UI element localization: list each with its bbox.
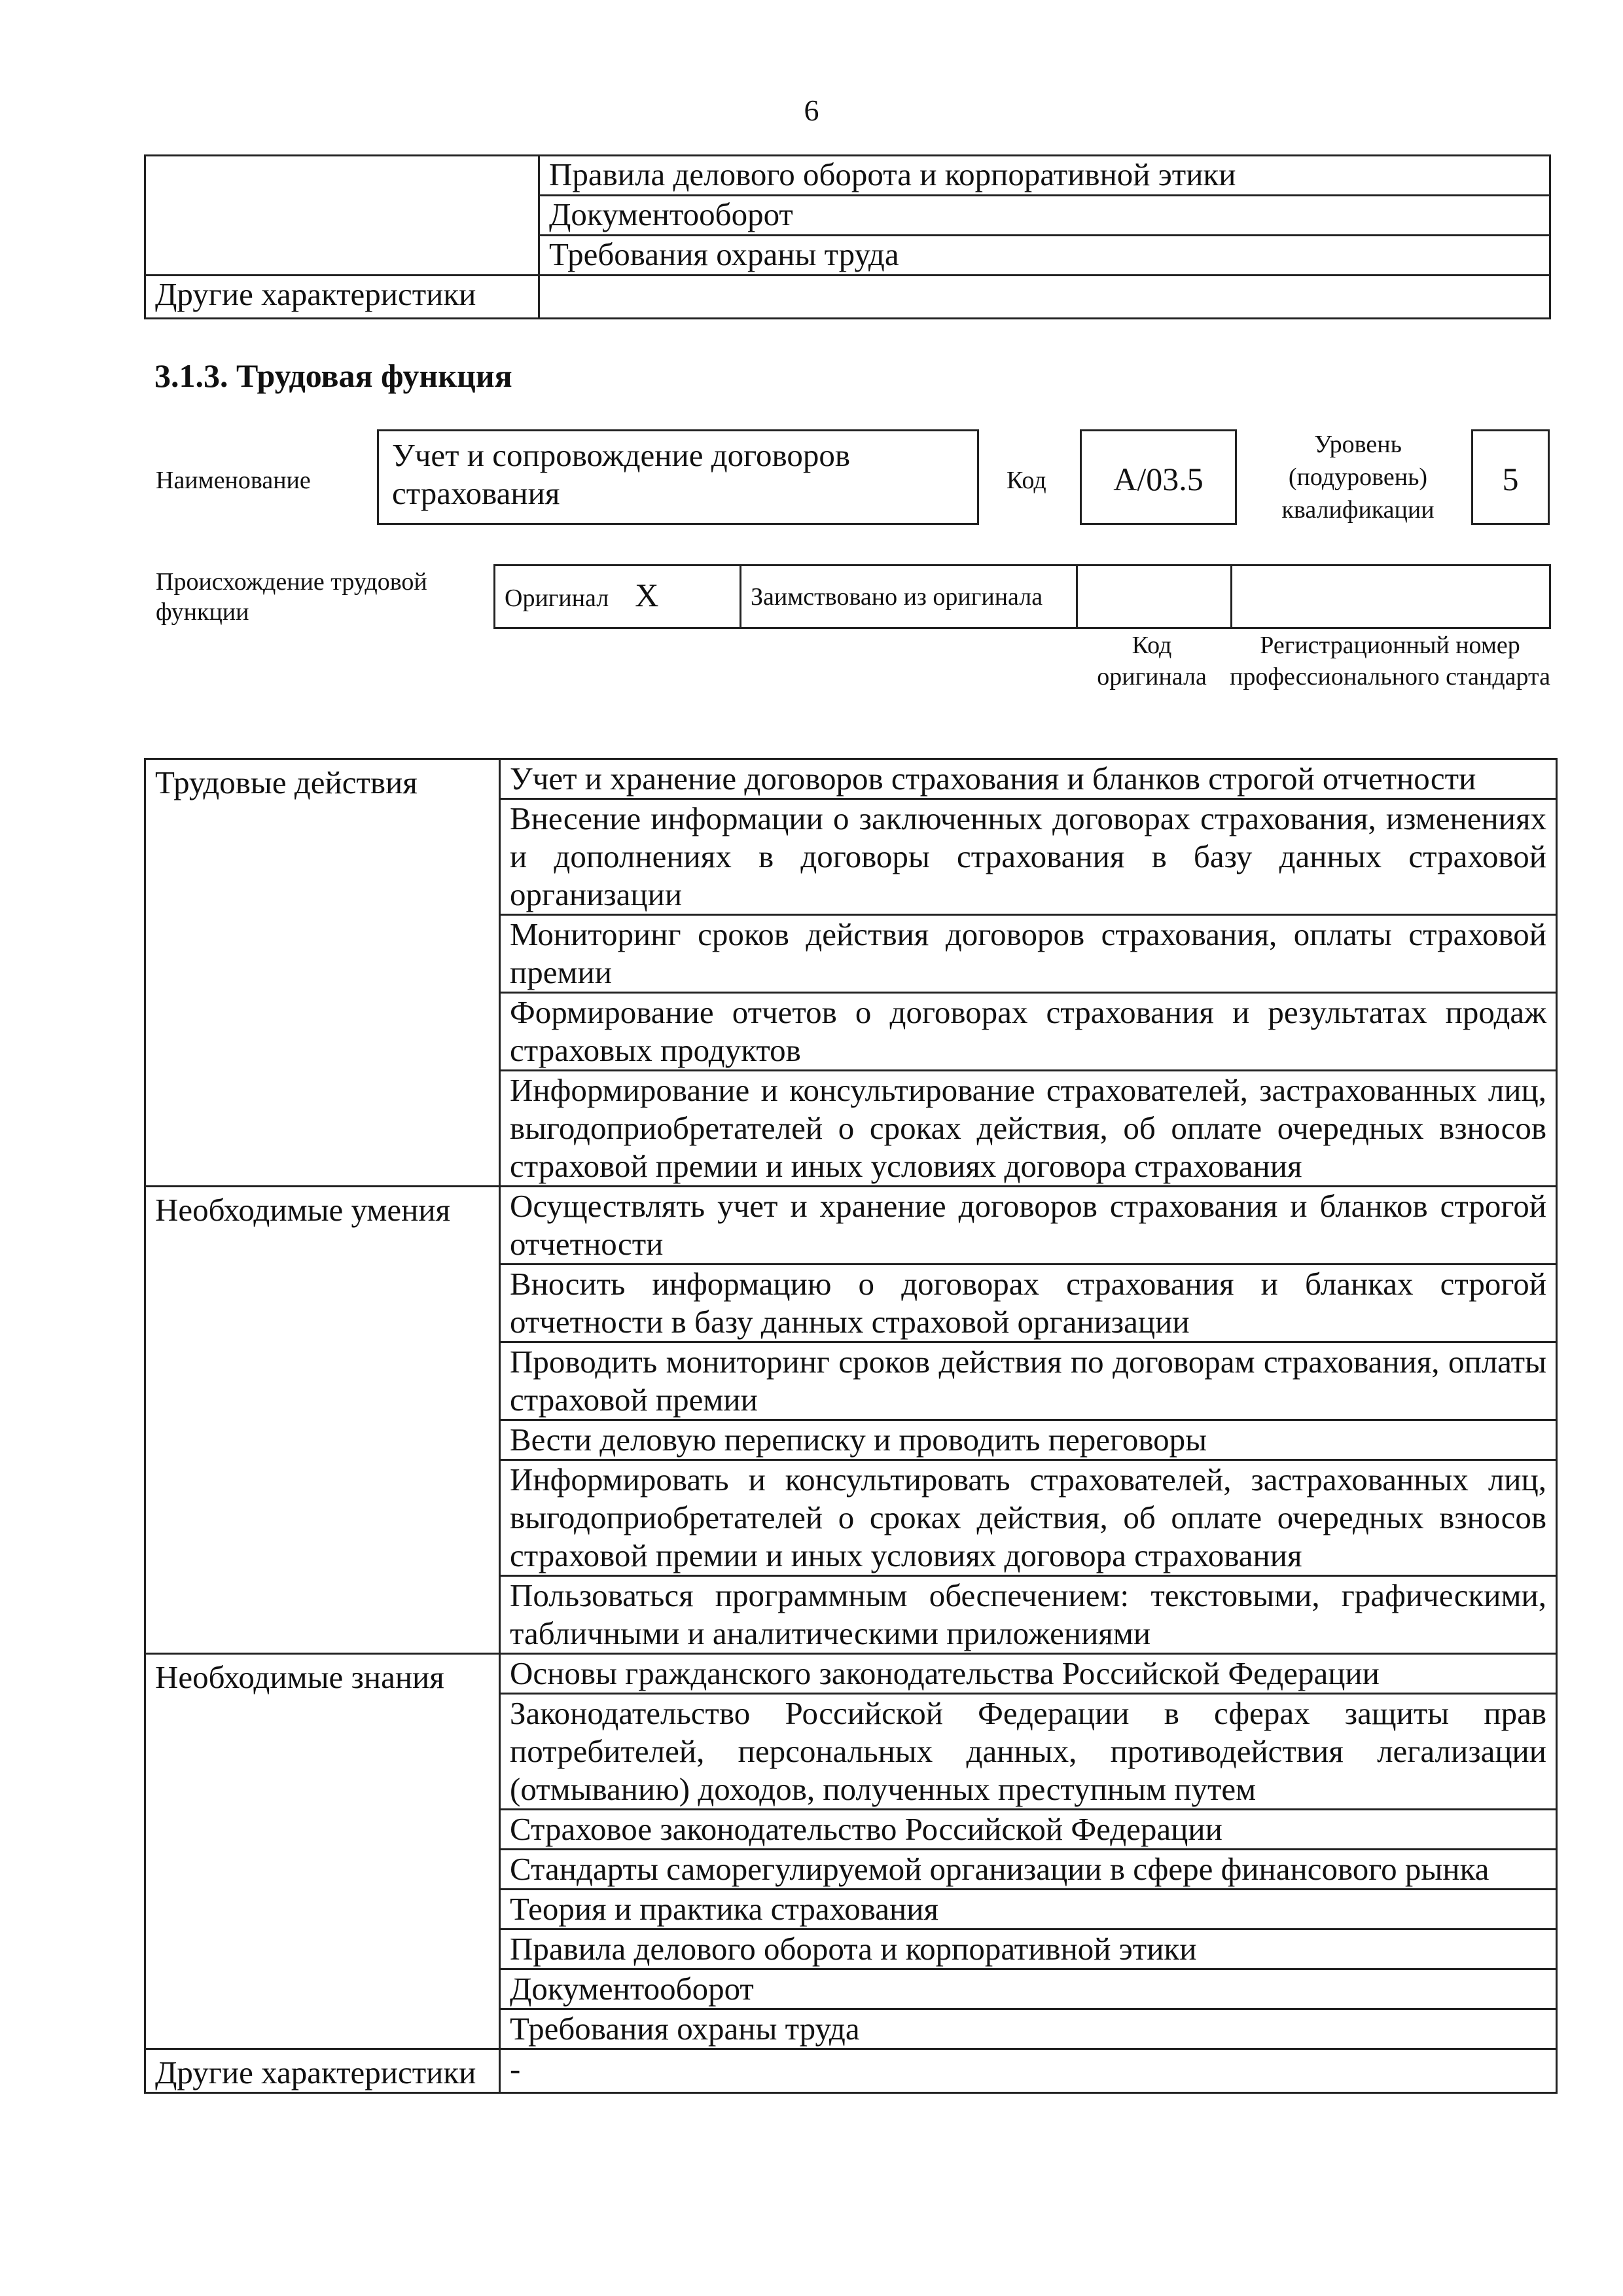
original-label: Оригинал <box>505 584 609 612</box>
function-name-field: Учет и сопровождение договоров страхования <box>377 429 979 525</box>
table-row <box>145 2049 1557 2093</box>
borrowed-label: Заимствовано из оригинала <box>741 565 1077 628</box>
qualification-level-field: 5 <box>1471 429 1550 525</box>
knowledge-item: Документооборот <box>500 1969 1557 2009</box>
knowledge-item: Правила делового оборота и корпоративной этики <box>539 156 1550 196</box>
labor-action: Формирование отчетов о договорах страхования и результатах продаж страховых продуктов <box>500 993 1557 1071</box>
knowledge-item: Стандарты саморегулируемой организации в сфере финансового рынка <box>500 1850 1557 1890</box>
other-characteristics-value <box>539 276 1550 319</box>
skill-item: Пользоваться программным обеспечением: текстовыми, графическими, табличными и аналитическими приложениями <box>500 1576 1557 1654</box>
knowledge-item: Теория и практика страхования <box>500 1890 1557 1929</box>
reg-number-cell <box>1232 565 1550 628</box>
other-characteristics-label: Другие характеристики <box>145 276 539 319</box>
continuation-table <box>144 154 1551 319</box>
original-code-caption: Код оригинала <box>1097 632 1207 691</box>
skill-item: Вносить информацию о договорах страхования и бланках строгой отчетности в базу данных страховой организации <box>500 1265 1557 1342</box>
knowledge-item: Требования охраны труда <box>539 236 1550 276</box>
origin-table <box>493 564 1551 629</box>
table-row <box>495 565 1550 628</box>
labor-action: Информирование и консультирование страхователей, застрахованных лиц, выгодоприобретателей о сроках действия, об оплате очередных взносов страховой премии и иных условиях договора страхования <box>500 1071 1557 1187</box>
reg-number-caption: Регистрационный номер профессионального стандарта <box>1230 632 1550 691</box>
other-characteristics-value: - <box>500 2049 1557 2093</box>
section-title: 3.1.3. Трудовая функция <box>154 357 512 394</box>
skill-item: Осуществлять учет и хранение договоров страхования и бланков строгой отчетности <box>500 1187 1557 1265</box>
other-characteristics-label: Другие характеристики <box>145 2049 500 2093</box>
knowledge-item: Страховое законодательство Российской Федерации <box>500 1810 1557 1850</box>
table-row <box>145 1187 1557 1265</box>
original-code-cell <box>1077 565 1232 628</box>
labor-action: Внесение информации о заключенных договорах страхования, изменениях и дополнениях в договоры страхования в базу данных страховой организации <box>500 799 1557 915</box>
code-label: Код <box>1007 467 1046 494</box>
knowledge-item: Законодательство Российской Федерации в сферах защиты прав потребителей, персональных данных, противодействия легализации (отмыванию) доходов, полученных преступным путем <box>500 1694 1557 1810</box>
qualification-level-label: Уровень (подуровень) квалификации <box>1281 431 1435 524</box>
knowledge-item: Правила делового оборота и корпоративной этики <box>500 1929 1557 1969</box>
labor-action: Мониторинг сроков действия договоров страхования, оплаты страховой премии <box>500 915 1557 993</box>
name-label: Наименование <box>156 467 311 494</box>
labor-actions-label: Трудовые действия <box>145 759 500 1187</box>
labor-function-table <box>144 758 1558 2094</box>
labor-action: Учет и хранение договоров страхования и бланков строгой отчетности <box>500 759 1557 799</box>
table-row <box>145 276 1550 319</box>
knowledge-item: Основы гражданского законодательства Российской Федерации <box>500 1654 1557 1694</box>
table-row <box>145 1654 1557 1694</box>
knowledge-item: Требования охраны труда <box>500 2009 1557 2049</box>
knowledge-label: Необходимые знания <box>145 1654 500 2049</box>
table-row <box>145 759 1557 799</box>
origin-label: Происхождение трудовой функции <box>156 568 427 626</box>
original-cell <box>495 565 741 628</box>
skills-label: Необходимые умения <box>145 1187 500 1654</box>
empty-category-cell <box>145 156 539 276</box>
function-code-field: A/03.5 <box>1080 429 1237 525</box>
skill-item: Вести деловую переписку и проводить переговоры <box>500 1420 1557 1460</box>
knowledge-item: Документооборот <box>539 196 1550 236</box>
original-mark: X <box>635 577 659 613</box>
skill-item: Информировать и консультировать страхователей, застрахованных лиц, выгодоприобретателей о сроках действия, об оплате очередных взносов страховой премии и иных условиях договора страхования <box>500 1460 1557 1576</box>
skill-item: Проводить мониторинг сроков действия по договорам страхования, оплаты страховой премии <box>500 1342 1557 1420</box>
table-row <box>145 156 1550 196</box>
page-number: 6 <box>804 94 819 127</box>
